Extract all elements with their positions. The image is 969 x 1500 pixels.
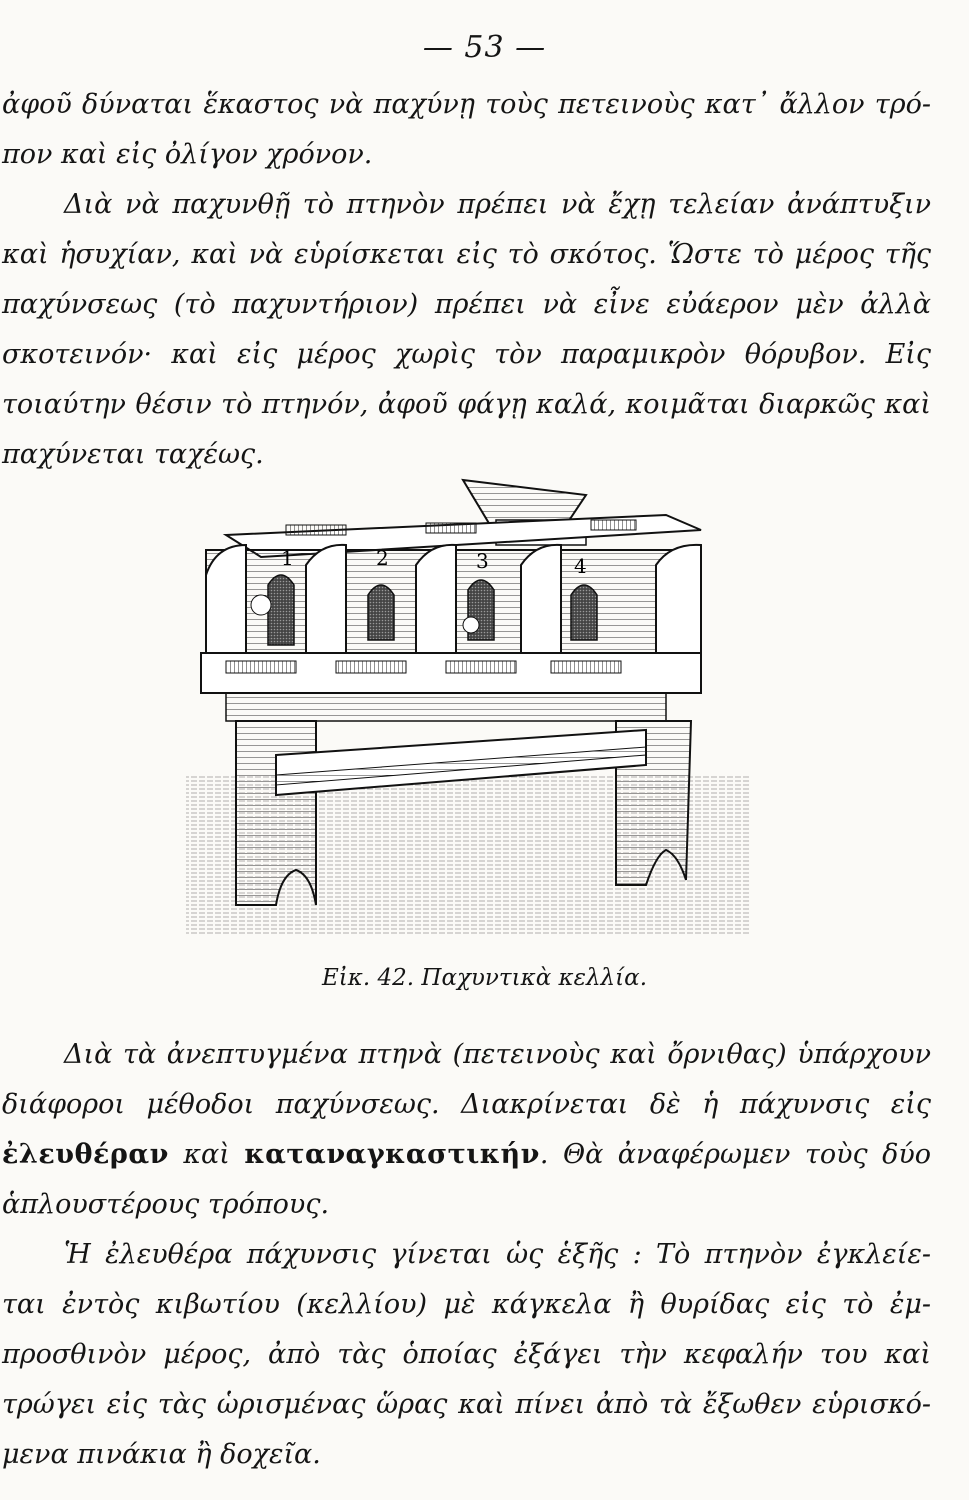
text-line: καὶ ἡσυχίαν, καὶ νὰ εὑρίσκεται εἰς τὸ σκότος. Ὥστε τὸ μέρος τῆς [2,239,931,270]
page-number: — 53 — [422,30,547,65]
bold-term: καταναγκαστικήν [244,1139,540,1170]
text-line: τρώγει εἰς τὰς ὡρισμένας ὥρας καὶ πίνει ἀπὸ τὰ ἔξωθεν εὑρισκό- [2,1389,931,1420]
text-line: σκοτεινόν· καὶ εἰς μέρος χωρὶς τὸν παραμικρὸν θόρυβον. Εἰς [2,339,931,370]
text-line: προσθινὸν μέρος, ἀπὸ τὰς ὁποίας ἐξάγει τὴν κεφαλήν του καὶ [2,1339,931,1370]
illustration-drawing [186,475,750,935]
text-line: ται ἐντὸς κιβωτίου (κελλίου) μὲ κάγκελα ἢ θυρίδας εἰς τὸ ἐμ- [2,1289,931,1320]
text-line: διάφοροι μέθοδοι παχύνσεως. Διακρίνεται δὲ ἡ πάχυνσις εἰς [2,1089,931,1120]
text-line: πον καὶ εἰς ὀλίγον χρόνον. [2,139,373,170]
text-line: Ἡ ἐλευθέρα πάχυνσις γίνεται ὡς ἑξῆς : Τὸ πτηνὸν ἐγκλείε- [64,1239,931,1270]
inline-text: καὶ [168,1139,245,1170]
text-line: παχύνσεως (τὸ παχυντήριον) πρέπει νὰ εἶνε εὐάερον μὲν ἀλλὰ [2,289,931,320]
compartment-number-1: 1 [281,546,294,570]
inline-text: . Θὰ ἀναφέρωμεν τοὺς δύο [539,1139,931,1170]
bold-term: ἐλευθέραν [2,1139,169,1170]
compartment-number-3: 3 [476,549,489,573]
fattening-cages-illustration [186,475,750,935]
compartment-number-4: 4 [574,554,587,578]
figure-caption: Εἰκ. 42. Παχυντικὰ κελλία. [322,965,647,991]
bottom-text-block [0,1030,969,1480]
text-line: ἀφοῦ δύναται ἕκαστος νὰ παχύνῃ τοὺς πετεινοὺς κατ᾿ ἄλλον τρό- [2,89,931,120]
text-line: μενα πινάκια ἢ δοχεῖα. [2,1439,321,1470]
text-line: Διὰ τὰ ἀνεπτυγμένα πτηνὰ (πετεινοὺς καὶ ὄρνιθας) ὑπάρχουν [64,1039,931,1070]
text-line: ἁπλουστέρους τρόπους. [2,1189,330,1220]
text-line: Διὰ νὰ παχυνθῇ τὸ πτηνὸν πρέπει νὰ ἔχῃ τελείαν ἀνάπτυξιν [64,189,931,220]
compartment-number-2: 2 [376,546,389,570]
text-line [0,1130,969,1180]
text-line: παχύνεται ταχέως. [2,439,264,470]
top-text-block [0,80,969,480]
text-line: τοιαύτην θέσιν τὸ πτηνόν, ἀφοῦ φάγῃ καλά, κοιμᾶται διαρκῶς καὶ [2,389,931,420]
